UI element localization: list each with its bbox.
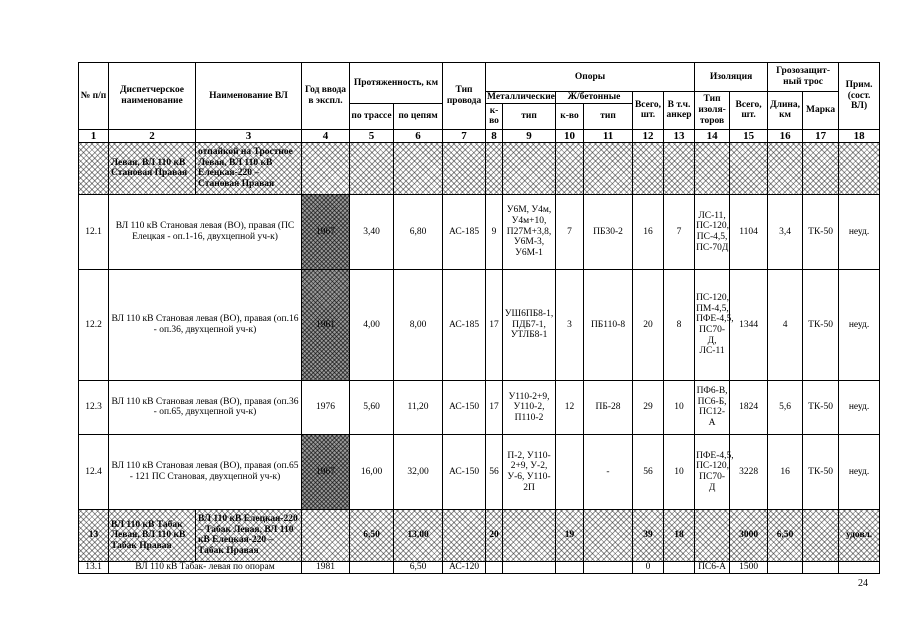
col-number: 9 (503, 129, 556, 142)
cell-insulator-total: 1824 (730, 380, 768, 434)
cell-metal-count (486, 142, 503, 194)
header-length-route: по трассе (350, 103, 394, 129)
cell-concrete-count: 12 (556, 380, 584, 434)
cell-ground-mark (803, 561, 839, 573)
col-number: 1 (79, 129, 109, 142)
header-concrete: Ж/бетонные (556, 92, 633, 104)
col-number: 3 (196, 129, 302, 142)
cell-num: 12.4 (79, 434, 109, 509)
cell-ground-length: 16 (768, 434, 803, 509)
header-concrete-count: к-во (556, 103, 584, 129)
cell-len-circuits: 32,00 (394, 434, 443, 509)
cell-concrete-type (584, 142, 633, 194)
cell-ground-mark: ТК-50 (803, 269, 839, 380)
header-concrete-type: тип (584, 103, 633, 129)
cell-note: неуд. (839, 269, 880, 380)
cell-len-route: 4,00 (350, 269, 394, 380)
header-supports: Опоры (486, 63, 695, 92)
header-ground-length: Длина, км (768, 92, 803, 130)
cell-metal-count (486, 561, 503, 573)
cell-note (839, 561, 880, 573)
cell-ground-mark: ТК-50 (803, 194, 839, 269)
cell-insulator-type (695, 509, 730, 561)
cell-year: 1967 (302, 194, 350, 269)
col-number: 6 (394, 129, 443, 142)
cell-ground-mark (803, 509, 839, 561)
cell-len-circuits: 6,50 (394, 561, 443, 573)
cell-metal-count: 17 (486, 269, 503, 380)
cell-dispatch-name: ВЛ 110 кВ Становая левая (ВО), правая (ПС Елецкая - оп.1-16, двухцепной уч-к) (109, 194, 302, 269)
cell-year: 1981 (302, 561, 350, 573)
cell-concrete-type (584, 561, 633, 573)
cell-note (839, 142, 880, 194)
cell-insulator-type (695, 142, 730, 194)
col-number: 5 (350, 129, 394, 142)
header-length: Протяженность, км (350, 63, 443, 104)
cell-len-circuits: 6,80 (394, 194, 443, 269)
header-row-1 (79, 63, 880, 92)
cell-len-route (350, 561, 394, 573)
cell-insulator-type: ЛС-11, ПС-120, ПС-4,5, ПС-70Д (695, 194, 730, 269)
cell-anchor: 10 (664, 380, 695, 434)
cell-metal-type: П-2, У110-2+9, У-2, У-6, У110-2П (503, 434, 556, 509)
cell-len-route: 3,40 (350, 194, 394, 269)
cell-year: 1961 (302, 269, 350, 380)
cell-line-name: ВЛ 110 кВ Елецкая-220 – Табак Левая, ВЛ 110 кВ Елецкая-220 – Табак Правая (196, 509, 302, 561)
cell-len-route: 5,60 (350, 380, 394, 434)
cell-ground-length (768, 561, 803, 573)
cell-len-circuits: 13,00 (394, 509, 443, 561)
cell-insulator-total (730, 142, 768, 194)
cell-total: 29 (633, 380, 664, 434)
col-number: 15 (730, 129, 768, 142)
header-ground-mark: Марка (803, 92, 839, 130)
cell-insulator-type: ПФЕ-4,5, ПС-120, ПС70-Д (695, 434, 730, 509)
header-wire-type: Тип провода (443, 63, 486, 130)
cell-num: 13.1 (79, 561, 109, 573)
cell-dispatch-name: ВЛ 110 кВ Становая левая (ВО), правая (оп.65 - 121 ПС Становая, двухцепной уч-к) (109, 434, 302, 509)
cell-ground-mark (803, 142, 839, 194)
header-ground-wire: Грозозащит-ный трос (768, 63, 839, 92)
cell-ground-mark: ТК-50 (803, 434, 839, 509)
cell-concrete-count: 3 (556, 269, 584, 380)
header-total-pcs: Всего, шт. (633, 92, 664, 130)
table-row (79, 194, 880, 269)
cell-dispatch-name: ВЛ 110 кВ Табак Левая, ВЛ 110 кВ Табак Правая (109, 509, 196, 561)
cell-dispatch-name: ВЛ 110 кВ Табак- левая по опорам (109, 561, 302, 573)
cell-insulator-total: 1104 (730, 194, 768, 269)
page-number: 24 (858, 578, 868, 589)
table-row (79, 269, 880, 380)
header-line-name: Наименование ВЛ (196, 63, 302, 130)
cell-total: 39 (633, 509, 664, 561)
cell-anchor: 10 (664, 434, 695, 509)
table-row (79, 434, 880, 509)
cell-anchor: 8 (664, 269, 695, 380)
cell-metal-type: У6М, У4м, У4м+10, П27М+3,8, У6М-3, У6М-1 (503, 194, 556, 269)
column-numbers-row (79, 129, 880, 142)
cell-wire: АС-120 (443, 561, 486, 573)
cell-anchor (664, 142, 695, 194)
col-number: 14 (695, 129, 730, 142)
header-length-circuits: по цепям (394, 103, 443, 129)
cell-num: 12.1 (79, 194, 109, 269)
cell-concrete-count (556, 434, 584, 509)
cell-num: 13 (79, 509, 109, 561)
col-number: 16 (768, 129, 803, 142)
cell-concrete-type: ПБ30-2 (584, 194, 633, 269)
col-number: 18 (839, 129, 880, 142)
col-number: 2 (109, 129, 196, 142)
cell-year (302, 509, 350, 561)
col-number: 12 (633, 129, 664, 142)
cell-note: неуд. (839, 194, 880, 269)
cell-ground-length: 6,50 (768, 509, 803, 561)
cell-len-route: 16,00 (350, 434, 394, 509)
header-num: № п/п (79, 63, 109, 130)
cell-concrete-count (556, 561, 584, 573)
col-number: 13 (664, 129, 695, 142)
cell-wire: АС-150 (443, 434, 486, 509)
cell-total: 16 (633, 194, 664, 269)
header-insulator-total: Всего, шт. (730, 92, 768, 130)
cell-concrete-type (584, 509, 633, 561)
col-number: 10 (556, 129, 584, 142)
header-dispatch-name: Диспетчерское наименование (109, 63, 196, 130)
cell-metal-type (503, 561, 556, 573)
cell-concrete-count: 19 (556, 509, 584, 561)
cell-note: неуд. (839, 380, 880, 434)
col-number: 17 (803, 129, 839, 142)
cell-total: 56 (633, 434, 664, 509)
col-number: 7 (443, 129, 486, 142)
cell-metal-type (503, 142, 556, 194)
cell-concrete-count: 7 (556, 194, 584, 269)
cell-metal-type: У110-2+9, У110-2, П110-2 (503, 380, 556, 434)
cell-ground-mark: ТК-50 (803, 380, 839, 434)
power-lines-table (78, 62, 880, 574)
cell-dispatch-name: ВЛ 110 кВ Становая левая (ВО), правая (оп.16 - оп.36, двухцепной уч-к) (109, 269, 302, 380)
cell-wire: АС-185 (443, 269, 486, 380)
cell-year (302, 142, 350, 194)
cell-note: неуд. (839, 434, 880, 509)
cell-dispatch-name: Левая, ВЛ 110 кВ Становая Правая (109, 142, 196, 194)
table-row (79, 142, 880, 194)
cell-wire: АС-150 (443, 380, 486, 434)
cell-concrete-type: ПБ-28 (584, 380, 633, 434)
cell-insulator-total: 1344 (730, 269, 768, 380)
header-insulation: Изоляция (695, 63, 768, 92)
header-metal-type: тип (503, 103, 556, 129)
cell-concrete-type: - (584, 434, 633, 509)
table-row (79, 509, 880, 561)
cell-line-name: отпайкой на Тростное Левая, ВЛ 110 кВ Елецкая-220 – Становая Правая (196, 142, 302, 194)
header-metal-count: к-во (486, 103, 503, 129)
cell-anchor: 7 (664, 194, 695, 269)
cell-insulator-type: ПФ6-В, ПС6-Б, ПС12-А (695, 380, 730, 434)
cell-metal-count: 56 (486, 434, 503, 509)
cell-note: удовл. (839, 509, 880, 561)
cell-total: 0 (633, 561, 664, 573)
cell-total: 20 (633, 269, 664, 380)
cell-len-circuits: 8,00 (394, 269, 443, 380)
cell-wire (443, 509, 486, 561)
cell-len-circuits (394, 142, 443, 194)
cell-anchor: 18 (664, 509, 695, 561)
cell-insulator-total: 1500 (730, 561, 768, 573)
table-row (79, 561, 880, 573)
cell-num (79, 142, 109, 194)
cell-ground-length (768, 142, 803, 194)
cell-metal-count: 9 (486, 194, 503, 269)
cell-wire (443, 142, 486, 194)
cell-concrete-type: ПБ110-8 (584, 269, 633, 380)
header-anchor: В т.ч. анкер (664, 92, 695, 130)
cell-year: 1967 (302, 434, 350, 509)
col-number: 11 (584, 129, 633, 142)
cell-metal-type: УШ6ПБ8-1, ПДБ7-1, УТЛБ8-1 (503, 269, 556, 380)
cell-insulator-total: 3228 (730, 434, 768, 509)
cell-year: 1976 (302, 380, 350, 434)
cell-ground-length: 5,6 (768, 380, 803, 434)
cell-len-circuits: 11,20 (394, 380, 443, 434)
cell-insulator-type: ПС-120, ПМ-4,5, ПФЕ-4,5, ПС70-Д, ЛС-11 (695, 269, 730, 380)
table-row (79, 380, 880, 434)
cell-concrete-count (556, 142, 584, 194)
cell-wire: АС-185 (443, 194, 486, 269)
col-number: 4 (302, 129, 350, 142)
cell-metal-type (503, 509, 556, 561)
header-insulator-type: Тип изоля-торов (695, 92, 730, 130)
cell-ground-length: 3,4 (768, 194, 803, 269)
cell-total (633, 142, 664, 194)
cell-num: 12.3 (79, 380, 109, 434)
cell-ground-length: 4 (768, 269, 803, 380)
cell-metal-count: 17 (486, 380, 503, 434)
cell-anchor (664, 561, 695, 573)
header-note: Прим. (сост. ВЛ) (839, 63, 880, 130)
cell-num: 12.2 (79, 269, 109, 380)
cell-len-route (350, 142, 394, 194)
cell-insulator-type: ПС6-А (695, 561, 730, 573)
header-metal: Металлические (487, 92, 555, 102)
cell-insulator-total: 3000 (730, 509, 768, 561)
header-year: Год ввода в экспл. (302, 63, 350, 130)
cell-dispatch-name: ВЛ 110 кВ Становая левая (ВО), правая (оп.36 - оп.65, двухцепной уч-к) (109, 380, 302, 434)
cell-metal-count: 20 (486, 509, 503, 561)
col-number: 8 (486, 129, 503, 142)
cell-len-route: 6,50 (350, 509, 394, 561)
